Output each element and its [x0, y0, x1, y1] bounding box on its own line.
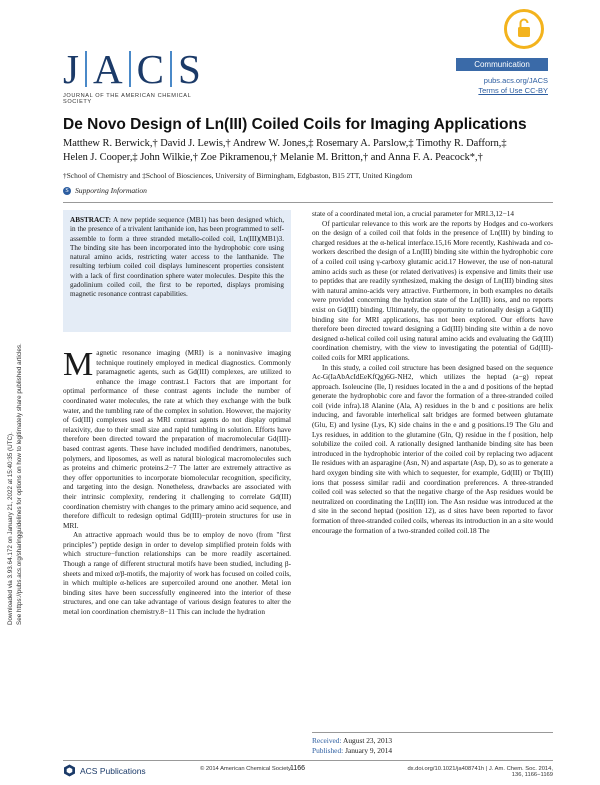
logo-letter: A: [92, 46, 123, 92]
supporting-information-label: Supporting Information: [75, 186, 147, 195]
received-date: August 23, 2013: [343, 736, 393, 745]
body-right-column: [312, 210, 553, 536]
body-paragraph: agnetic resonance imaging (MRI) is a noninvasive imaging technique routinely employed in medical diagnostics. Commonly paramagnetic agents, such as Gd(III) complexes, are utilized to enhance the image contrast.1 Factors that are important for optimal performance of these contrast agents include the number of coordinated water molecules, the rate at which they exchange with the bulk water, and the tumbling rate of the complex in solution. However, the majority of Gd(III) complexes used as MRI contrast agents do not display optimal relaxivity, due to their small size and rapid tumbling in solution. Efforts have therefore been directed toward the preparation of macromolecular Gd(III)-based contrast agents. These have included modified dendrimers, nanotubes, polymers, and liposomes, as well as natural biological macromolecules such as proteins and chimeric proteins.2−7 The latter are extremely attractive as they offer opportunities to incorporate biomolecular recognition, specificity, and targeting into the design. Nonetheless, drawbacks are associated with their intrinsic complexity, rendering it challenging to correlate Gd(III) coordination chemistry with changes to the primary amino acid sequence, and therefore difficult to redesign optimal Gd(III)−protein structures for use in MRI.: [63, 349, 291, 530]
publisher-name: ACS Publications: [80, 765, 146, 776]
open-access-badge-icon: [504, 9, 544, 49]
abstract-box: [63, 210, 291, 332]
author-list: [63, 137, 553, 165]
author-line: Matthew R. Berwick,† David J. Lewis,† Andrew W. Jones,‡ Rosemary A. Parslow,‡ Timothy R. Dafforn,‡: [63, 138, 507, 149]
download-notice-line1: Downloaded via 3.93.64.172 on January 21, 2022 at 15:40:35 (UTC).: [7, 432, 14, 625]
footer-divider: [63, 760, 553, 761]
journal-logo: [63, 47, 208, 107]
drop-cap: M: [63, 346, 94, 383]
journal-url-link[interactable]: pubs.acs.org/JACS: [483, 76, 548, 85]
abstract-label: ABSTRACT:: [70, 216, 112, 224]
affiliation: †School of Chemistry and ‡School of Biosciences, University of Birmingham, Edgbaston, B15 2TT, United Kingdom: [63, 171, 413, 180]
download-notice-line2[interactable]: See https://pubs.acs.org/sharingguidelines for options on how to legitimately share published articles.: [15, 343, 23, 625]
author-line: Helen J. Cooper,‡ John Wilkie,† Zoe Pikramenou,† Melanie M. Britton,† and Anna F. A. Peacock*,†: [63, 152, 483, 163]
terms-of-use-link[interactable]: Terms of Use CC-BY: [478, 86, 548, 95]
published-label: Published:: [312, 746, 344, 755]
body-paragraph: Of particular relevance to this work are the reports by Hodges and co-workers on the design of a coiled coil that folds in the presence of Ln(III) by binding to charged residues at the α-helical interface.15,16 More recently, Kashiwada and co-workers described the design of a Ln(III) binding site within the hydrophobic core of a coiled coil using γ-carboxy glutamic acid.17 However, the use of non-natural amino acids such as these (or related derivatives) is expensive and limits their use to peptides that are readily synthesized, making the design of Ln(III) binding sites with natural amino-acids very attractive. Furthermore, in both examples no details were provided concerning the hydration state of the Ln(III) ions, and no reports exist on Gd(III) binding. Ultimately, the opportunity to rationally design a Gd(III) binding site for MRI applications, has not been explored. Our efforts have therefore been directed toward designing a Gd(III) binding site within a de novo designed α-helical coiled coil using natural amino acids and evaluating the Gd(III) coordination chemistry, with the view to investigating the potential of Gd(III)-coiled coils for MRI applications.: [312, 219, 553, 362]
article-title: De Novo Design of Ln(III) Coiled Coils for Imaging Applications: [63, 116, 527, 133]
logo-letter: C: [136, 46, 164, 92]
publication-dates: [312, 732, 553, 756]
journal-full-name: JOURNAL OF THE AMERICAN CHEMICAL SOCIETY: [63, 93, 192, 105]
received-label: Received:: [312, 736, 342, 745]
acs-publications-logo: [63, 764, 146, 777]
supporting-information-link[interactable]: [63, 186, 147, 195]
body-paragraph: state of a coordinated metal ion, a crucial parameter for MRI.3,12−14: [312, 210, 514, 218]
download-notice-sidebar: [7, 225, 39, 625]
logo-letter: S: [177, 46, 201, 92]
abstract-text: A new peptide sequence (MB1) has been designed which, in the presence of a trivalent lanthanide ion, has been programmed to self-assemble to form a three stranded metallo-coiled coil, Ln(III)(MB1)3. The binding site has been incorporated into the hydrophobic core using natural amino acids, restricting water access to the lanthanide. The resulting terbium coiled coil displays luminescent properties consistent with a lack of first coordination sphere water molecules. Despite this the gadolinium coiled coil, the first to be reported, displays promising magnetic resonance contrast capabilities.: [70, 216, 285, 299]
body-paragraph: In this study, a coiled coil structure has been designed based on the sequence Ac-G(IaAbAcIdEeKfQg)6G-NH2, which utilizes the heptad (a−g) repeat approach. Isoleucine (Ile, I) residues located in the a and d positions of the heptad generate the hydrophobic core and favor the formation of a three-stranded coiled coil (vide infra).18 Alanine (Ala, A) residues in the b and c positions are helix inducing, and favorable interhelical salt bridges are formed between glutamate (Glu, E) and lysine (Lys, K) side chains in the e and g positions.19 The Glu and Lys residues, in addition to the glutamine (Gln, Q) residue in the f position, help solubilize the coiled coil. A rationally designed lanthanide binding site has been introduced in the hydrophobic interior of the coiled coil by replacing two adjacent Ile residues with an asparagine (Asn, N) and aspartate (Asp, D), so as to generate a hard oxygen binding site with which to sequester, for example, Gd(III) or Tb(III) ions that possess similar radii and coordination preferences. A three-stranded coiled coil was selected so that the negative charge of the Asp residues would be neutralized on coordinating the Ln(III) ion. The Asn residue was introduced at the d site in the second heptad (position 12), as d sites have been reported to favor formation of three-stranded coiled coils, whereas its introduction in an a site would encourage the formation of a two-stranded coiled coil.18 The: [312, 363, 553, 535]
article-type-label: Communication: [456, 58, 548, 71]
header-divider: [63, 202, 553, 203]
info-icon: S: [63, 187, 71, 195]
page-number: 1166: [290, 765, 306, 772]
doi-citation[interactable]: dx.doi.org/10.1021/ja408741h | J. Am. Chem. Soc. 2014, 136, 1166−1169: [407, 766, 553, 778]
body-paragraph: An attractive approach would thus be to employ de novo (from "first principles") peptide design in order to develop simplified protein folds with which structure−function relationships can be more readily ascertained. Though a range of different structural motifs have been studied, including β-sheets and mixed α/β-motifs, the majority of work has focused on coiled coils, in which multiple α-helices are supercoiled around one another. Metal ion binding sites have been successfully engineered into the interior of these structures, and one can take advantage of various design features to alter the metal ion coordination chemistry.8−11 This can include the hydration: [63, 531, 291, 617]
logo-letter: J: [63, 46, 79, 92]
copyright: © 2014 American Chemical Society: [200, 766, 291, 772]
body-left-column: [63, 346, 291, 618]
published-date: January 9, 2014: [345, 746, 393, 755]
acs-hexagon-icon: [63, 764, 76, 777]
